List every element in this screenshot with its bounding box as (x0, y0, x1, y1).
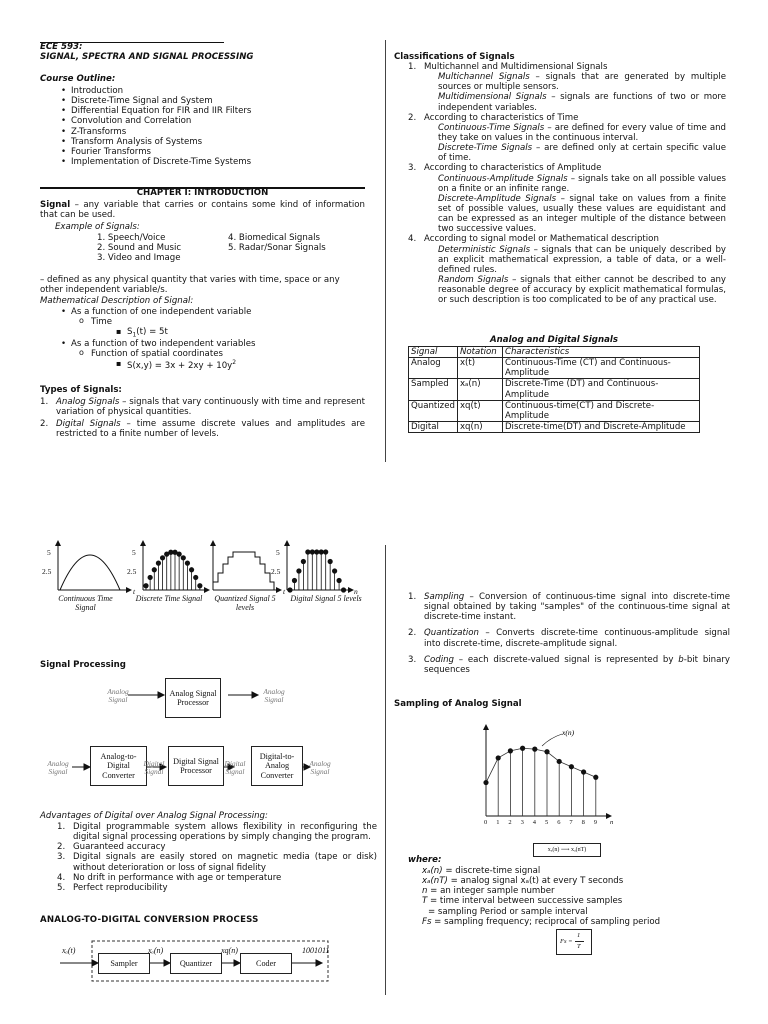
plot-continuous (42, 540, 136, 596)
types-list: 1. Analog Signals – signals that vary continuously with time and represent variation of physical quantities. 2. Digital Signals – time assume discrete values and amplitudes are restricted to a finite number of levels. (40, 397, 365, 440)
stem-point (197, 583, 202, 588)
waveform-label: Continuous Time Signal (58, 594, 113, 612)
stem-point (323, 549, 328, 554)
tick-label: 9 (593, 819, 598, 826)
analog-signal-processor-box: Analog Signal Processor (165, 678, 221, 718)
tick-label: 5 (545, 819, 549, 826)
tick-label: 1 (496, 819, 500, 826)
plot-discrete (127, 540, 210, 593)
advantages-heading: Advantages of Digital over Analog Signal Processing: (40, 811, 268, 821)
stem-point (292, 578, 297, 583)
classifications-heading: Classifications of Signals (394, 52, 515, 62)
stem-point (301, 559, 306, 564)
tick-label: 3 (520, 819, 524, 826)
table-title: Analog and Digital Signals (490, 335, 618, 345)
stem-point (336, 578, 341, 583)
processing-heading: Signal Processing (40, 660, 126, 670)
dac-box: Digital-to-Analog Converter (251, 746, 303, 786)
outline-heading: Course Outline: (40, 74, 116, 84)
sample-point (532, 747, 537, 752)
signal-defined: – defined as any physical quantity that varies with time, space or any other independent variable/s. (40, 275, 340, 296)
outline-item: • Implementation of Discrete-Time Systems (57, 157, 357, 167)
tick-label: 2.5 (271, 567, 281, 576)
tick-label: 2 (508, 819, 512, 826)
math-heading: Mathematical Description of Signal: (40, 296, 194, 306)
waveform-label: Discrete Time Signal (135, 594, 203, 603)
stem-point (152, 567, 157, 572)
stem-point (341, 587, 346, 592)
examples-right: 4. Biomedical Signals 5. Radar/Sonar Signals (228, 233, 326, 254)
adc-box: Analog-to-Digital Converter (90, 746, 147, 786)
examples-heading: Example of Signals: (55, 222, 140, 232)
stem-point (160, 555, 165, 560)
outline-item: • Fourier Transforms (57, 147, 357, 157)
axis-label: t (133, 587, 136, 596)
outline-list (57, 86, 357, 167)
tick-label: 7 (569, 819, 573, 826)
table-row: Sampled xₐ(n) Discrete-Time (DT) and Continuous-Amplitude (409, 379, 700, 400)
sampling-formula-box: xₐ(n) ⟶ xₐ(nT) (533, 843, 601, 857)
types-heading: Types of Signals: (40, 385, 122, 395)
stem-point (189, 567, 194, 572)
adc-sampled-label: xₐ(n) (148, 946, 164, 955)
quantizer-box: Quantizer (170, 953, 222, 974)
coder-box: Coder (240, 953, 292, 974)
axis-label: t (283, 587, 286, 596)
sampling-definitions: xₐ(n) = discrete-time signal xₐ(nT) = analog signal xₐ(t) at every T seconds n = an integer sample number T = time interval between successive samples = sampling Period or sample interval Fs = sampling frequency; reciprocal of sampling period (422, 866, 661, 927)
table-header-row: Signal Notation Characteristics (409, 347, 700, 358)
course-title: SIGNAL, SPECTRA AND SIGNAL PROCESSING (40, 52, 254, 62)
adc-input-label: xₐ(t) (62, 946, 76, 955)
examples-left: 1. Speech/Voice 2. Sound and Music 3. Video and Image (97, 233, 182, 264)
equation-s1: ▪ $S_1(t) = 5t$ (115, 327, 357, 339)
math-list: • As a function of one independent variable o Time ▪ $S_1(t) = 5t$ • As a function of two independent variables o Function of spatial coordinates ▪ $S(x,y) = 3x + 2xy + 10y^2$ (57, 307, 357, 371)
stem-point (296, 568, 301, 573)
conversion-steps: 1. Sampling – Conversion of continuous-time signal into discrete-time signal obtained by taking "samples" of the continuous-time signal at discrete-time instant. 2. Quantization – Converts discrete-time continuous-amplitude signal into discrete-time, discrete-amplitude signal. 3. Coding – each discrete-valued signal is represented by b-bit binary sequences (408, 592, 730, 675)
outline-item: • Transform Analysis of Systems (57, 137, 357, 147)
stem-point (332, 568, 337, 573)
stem-point (177, 552, 182, 557)
table-row: Digital xq(n) Discrete-time(DT) and Discrete-Amplitude (409, 421, 700, 432)
sample-point (569, 764, 574, 769)
stem-point (148, 575, 153, 580)
sample-point (557, 759, 562, 764)
adc-output-label: 1001011 (302, 946, 330, 955)
sampling-heading: Sampling of Analog Signal (394, 699, 522, 709)
table-row: Analog x(t) Continuous-Time (CT) and Continuous-Amplitude (409, 358, 700, 379)
tick-label: 2.5 (42, 567, 52, 576)
where-label: where: (408, 855, 442, 865)
sample-point (520, 746, 525, 751)
column-divider-bottom (385, 545, 386, 995)
sampling-plot (476, 722, 616, 826)
outline-item: • Discrete-Time Signal and System (57, 96, 357, 106)
stem-point (328, 559, 333, 564)
column-divider-top (385, 40, 386, 462)
adc-process-heading: ANALOG-TO-DIGITAL CONVERSION PROCESS (40, 915, 259, 925)
analog-signal-label: Analog Signal (47, 759, 69, 776)
digital-signal-label: Digital Signal (143, 759, 165, 776)
adc-quantized-label: xq(n) (221, 946, 238, 955)
outline-item: • Introduction (57, 86, 357, 96)
sample-point (593, 775, 598, 780)
stem-point (305, 549, 310, 554)
sampler-box: Sampler (98, 953, 150, 974)
table-row: Quantized xq(t) Continuous-time(CT) and Discrete-Amplitude (409, 400, 700, 421)
signal-definition: Signal – any variable that carries or contains some kind of information that can be used. (40, 200, 365, 221)
outline-item: • Convolution and Correlation (57, 116, 357, 126)
stem-point (193, 575, 198, 580)
dsp-box: Digital Signal Processor (168, 746, 224, 786)
stem-point (181, 555, 186, 560)
tick-label: 4 (532, 819, 537, 826)
tick-label: 8 (581, 819, 585, 826)
sample-point (496, 755, 501, 760)
axis-label: n (610, 819, 614, 826)
waveform-label: Quantized Signal 5 levels (214, 594, 276, 612)
tick-label: 5 (47, 548, 51, 557)
stem-point (314, 549, 319, 554)
xn-label: x(n) (562, 728, 575, 737)
tick-label: 0 (484, 819, 488, 826)
waveform-label: Digital Signal 5 levels (290, 594, 362, 603)
stem-point (287, 587, 292, 592)
sample-point (581, 769, 586, 774)
analog-signal-label: Analog Signal (107, 687, 129, 704)
outline-item: • Differential Equation for FIR and IIR Filters (57, 106, 357, 116)
classifications-list: 1. Multichannel and Multidimensional Signals Multichannel Signals – signals that are generated by multiple sources or multiple sensors. Multidimensional Signals – signals are functions of two or more independent variables. 2. According to characteristics of Time Continuous-Time Signals – are defined for every value of time and they take on values in the continuous interval. Discrete-Time Signals – are defined only at certain specific value of time. 3. According to characteristics of Amplitude Continuous-Amplitude Signals – signals take on all possible values on a finite or an infinite range. Discrete-Amplitude Signals – signal take on values from a finite set of possible values, usually these values are equidistant and can be expressed as an integer multiple of the distance between two successive values. 4. According to signal model or Mathematical description Deterministic Signals – signals that can be uniquely described by an explicit mathematical expression, a table of data, or a well-defined rules. Random Signals – signals that either cannot be described to any reasonable degree of accuracy by explicit mathematical formulas, or such description is too complicated to be of any practical use. (408, 62, 727, 306)
chapter-heading: CHAPTER I: INTRODUCTION (136, 188, 269, 198)
tick-label: 5 (132, 548, 136, 557)
tick-label: 6 (557, 819, 561, 826)
sample-point (544, 749, 549, 754)
analog-signal-label: Analog Signal (309, 759, 331, 776)
equation-s2: ▪ $S(x,y) = 3x + 2xy + 10y^2$ (115, 359, 357, 371)
sample-point (483, 780, 488, 785)
tick-label: 5 (276, 548, 280, 557)
sample-point (508, 748, 513, 753)
signals-table (408, 346, 700, 433)
outline-item: • Z-Transforms (57, 127, 357, 137)
analog-signal-label: Analog Signal (263, 687, 285, 704)
stem-point (319, 549, 324, 554)
tick-label: 2.5 (127, 567, 137, 576)
signal-term: Signal (40, 200, 71, 210)
sample-envelope (486, 748, 596, 782)
stem-point (185, 561, 190, 566)
digital-signal-label: Digital Signal (224, 759, 246, 776)
stem-point (310, 549, 315, 554)
course-code: ECE 593: (40, 42, 83, 52)
advantages-list: 1. Digital programmable system allows flexibility in reconfiguring the digital signal processing operations by simply changing the program. 2. Guaranteed accuracy 3. Digital signals are easily stored on magnetic media (tape or disk) without deterioration or loss of signal fidelity 4. No drift in performance with age or temperature 5. Perfect reproducibility (57, 822, 377, 893)
fs-formula-box: Fs = 1 T (556, 929, 592, 955)
axis-label: n (354, 587, 358, 596)
stem-point (156, 561, 161, 566)
stem-point (143, 583, 148, 588)
